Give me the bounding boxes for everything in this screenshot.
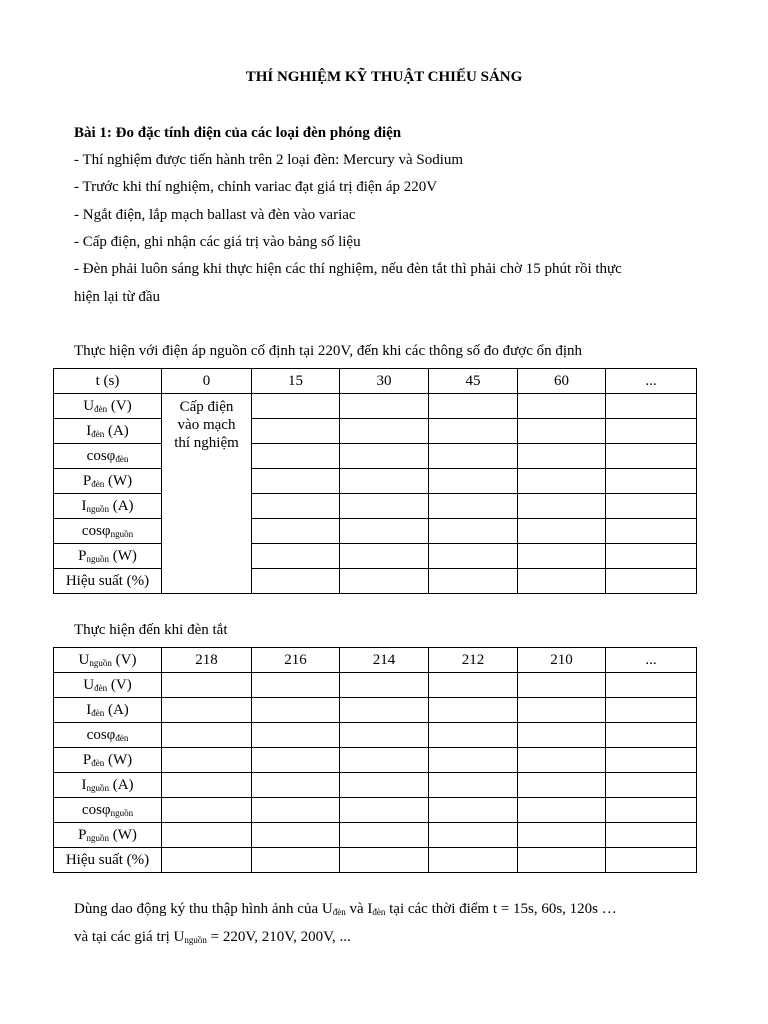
data-cell[interactable] [518, 748, 606, 773]
table-row [54, 494, 697, 519]
section-heading: Bài 1: Đo đặc tính điện của các loại đèn phóng điện [74, 125, 402, 141]
footer-line: Dùng dao động ký thu thập hình ảnh của $U_{đèn}$ và $I_{đèn}$ tại các thời điểm t = 15s, 60s, 120s … [74, 901, 617, 917]
row-label: cosφ$_{nguồn}$ [54, 798, 162, 823]
header-cell: 216 [252, 648, 340, 673]
data-cell[interactable] [162, 773, 252, 798]
note-line: Cấp điện [179, 399, 234, 415]
table-row [54, 798, 697, 823]
data-cell[interactable] [340, 519, 429, 544]
data-cell[interactable] [340, 773, 429, 798]
data-cell[interactable] [162, 823, 252, 848]
table-row [54, 419, 697, 444]
data-cell[interactable] [606, 698, 697, 723]
data-cell[interactable] [429, 673, 518, 698]
table-row [54, 823, 697, 848]
data-cell[interactable] [518, 469, 606, 494]
data-cell[interactable] [340, 798, 429, 823]
data-cell[interactable] [429, 823, 518, 848]
data-cell[interactable] [340, 698, 429, 723]
table-row [54, 569, 697, 594]
data-cell[interactable] [429, 773, 518, 798]
data-cell[interactable] [518, 419, 606, 444]
data-cell[interactable] [606, 823, 697, 848]
data-cell[interactable] [162, 698, 252, 723]
data-cell[interactable] [518, 544, 606, 569]
data-cell[interactable] [429, 494, 518, 519]
header-cell: 214 [340, 648, 429, 673]
data-cell[interactable] [518, 444, 606, 469]
table-row [54, 698, 697, 723]
data-cell[interactable] [429, 748, 518, 773]
table-row [54, 723, 697, 748]
header-cell: 218 [162, 648, 252, 673]
table-row [54, 394, 697, 419]
data-cell[interactable] [606, 519, 697, 544]
row-label: cosφ$_{đèn}$ [54, 444, 162, 469]
row-label: $U_{đèn}$ (V) [54, 673, 162, 698]
data-cell[interactable] [606, 848, 697, 873]
data-cell[interactable] [606, 773, 697, 798]
instruction-line: - Cấp điện, ghi nhận các giá trị vào bảng số liệu [74, 234, 361, 250]
row-label: $P_{nguồn}$ (W) [54, 823, 162, 848]
data-cell[interactable] [340, 394, 429, 419]
table-row [54, 469, 697, 494]
header-cell: 212 [429, 648, 518, 673]
data-cell[interactable] [606, 673, 697, 698]
row-label: $I_{đèn}$ (A) [54, 419, 162, 444]
instruction-line: hiện lại từ đầu [74, 289, 161, 305]
instruction-line: - Ngắt điện, lắp mạch ballast và đèn vào variac [74, 207, 356, 223]
table-row [54, 519, 697, 544]
data-cell[interactable] [252, 419, 340, 444]
data-cell[interactable] [340, 848, 429, 873]
data-cell[interactable] [340, 723, 429, 748]
table-row [54, 773, 697, 798]
data-cell[interactable] [162, 748, 252, 773]
data-cell[interactable] [162, 673, 252, 698]
note-line: vào mạch [177, 417, 236, 433]
data-cell[interactable] [429, 469, 518, 494]
data-cell[interactable] [606, 544, 697, 569]
header-cell: 45 [429, 369, 518, 394]
instruction-line: - Đèn phải luôn sáng khi thực hiện các thí nghiệm, nếu đèn tắt thì phải chờ 15 phút rồi thực [74, 261, 622, 277]
data-cell[interactable] [252, 544, 340, 569]
data-cell[interactable] [252, 673, 340, 698]
row-label: $U_{đèn}$ (V) [54, 394, 162, 419]
data-cell[interactable] [518, 673, 606, 698]
data-cell[interactable] [340, 444, 429, 469]
data-cell[interactable] [340, 748, 429, 773]
data-cell[interactable] [252, 698, 340, 723]
data-cell[interactable] [429, 444, 518, 469]
header-cell: $U_{nguồn}$ (V) [54, 648, 162, 673]
table-header-row [54, 648, 697, 673]
merged-note-cell [162, 394, 252, 594]
data-cell[interactable] [429, 519, 518, 544]
row-label: $P_{nguồn}$ (W) [54, 544, 162, 569]
table1-caption: Thực hiện với điện áp nguồn cố định tại 220V, đến khi các thông số đo được ổn định [74, 343, 583, 359]
row-label: cosφ$_{nguồn}$ [54, 519, 162, 544]
footer-line: và tại các giá trị $U_{nguồn} = 220V$, 210V, 200V, ... [74, 929, 351, 945]
data-cell[interactable] [518, 848, 606, 873]
header-cell: ... [606, 369, 697, 394]
data-cell[interactable] [340, 544, 429, 569]
row-label: $I_{nguồn}$ (A) [54, 494, 162, 519]
data-cell[interactable] [518, 519, 606, 544]
data-cell[interactable] [252, 748, 340, 773]
table-row [54, 748, 697, 773]
header-cell: 210 [518, 648, 606, 673]
data-cell[interactable] [518, 723, 606, 748]
data-cell[interactable] [518, 569, 606, 594]
data-cell[interactable] [429, 848, 518, 873]
header-cell: t (s) [54, 369, 162, 394]
table-header-row [54, 369, 697, 394]
measurement-table-fixed-voltage [53, 368, 697, 594]
data-cell[interactable] [340, 469, 429, 494]
data-cell[interactable] [252, 569, 340, 594]
data-cell[interactable] [606, 469, 697, 494]
header-cell: ... [606, 648, 697, 673]
note-line: thí nghiệm [174, 435, 239, 451]
data-cell[interactable] [606, 494, 697, 519]
table2-caption: Thực hiện đến khi đèn tắt [74, 622, 228, 638]
data-cell[interactable] [606, 419, 697, 444]
data-cell[interactable] [518, 823, 606, 848]
row-label: $P_{đèn}$ (W) [54, 469, 162, 494]
document-title: THÍ NGHIỆM KỸ THUẬT CHIẾU SÁNG [245, 69, 523, 85]
data-cell[interactable] [162, 723, 252, 748]
row-label: cosφ$_{đèn}$ [54, 723, 162, 748]
data-cell[interactable] [606, 748, 697, 773]
data-cell[interactable] [518, 394, 606, 419]
data-cell[interactable] [252, 848, 340, 873]
data-cell[interactable] [429, 798, 518, 823]
data-cell[interactable] [252, 823, 340, 848]
data-cell[interactable] [518, 798, 606, 823]
header-cell: 60 [518, 369, 606, 394]
data-cell[interactable] [606, 723, 697, 748]
data-cell[interactable] [162, 848, 252, 873]
data-cell[interactable] [518, 494, 606, 519]
measurement-table-until-off [53, 647, 697, 873]
data-cell[interactable] [429, 419, 518, 444]
data-cell[interactable] [252, 798, 340, 823]
header-cell: 15 [252, 369, 340, 394]
data-cell[interactable] [252, 723, 340, 748]
row-label: $I_{đèn}$ (A) [54, 698, 162, 723]
row-label: Hiệu suất (%) [54, 569, 162, 594]
data-cell[interactable] [606, 798, 697, 823]
data-cell[interactable] [340, 494, 429, 519]
table-row [54, 544, 697, 569]
data-cell[interactable] [429, 544, 518, 569]
data-cell[interactable] [429, 394, 518, 419]
table-row [54, 444, 697, 469]
table-row [54, 848, 697, 873]
data-cell[interactable] [606, 569, 697, 594]
instruction-line: - Thí nghiệm được tiến hành trên 2 loại đèn: Mercury và Sodium [74, 152, 464, 168]
row-label: Hiệu suất (%) [54, 848, 162, 873]
data-cell[interactable] [606, 444, 697, 469]
data-cell[interactable] [340, 419, 429, 444]
data-cell[interactable] [340, 569, 429, 594]
data-cell[interactable] [252, 469, 340, 494]
data-cell[interactable] [252, 494, 340, 519]
instruction-line: - Trước khi thí nghiệm, chỉnh variac đạt giá trị điện áp 220V [74, 179, 438, 195]
data-cell[interactable] [252, 394, 340, 419]
header-cell: 0 [162, 369, 252, 394]
row-label: $P_{đèn}$ (W) [54, 748, 162, 773]
data-cell[interactable] [606, 394, 697, 419]
data-cell[interactable] [340, 673, 429, 698]
data-cell[interactable] [252, 519, 340, 544]
data-cell[interactable] [518, 698, 606, 723]
data-cell[interactable] [252, 444, 340, 469]
data-cell[interactable] [340, 823, 429, 848]
row-label: $I_{nguồn}$ (A) [54, 773, 162, 798]
data-cell[interactable] [429, 569, 518, 594]
data-cell[interactable] [518, 773, 606, 798]
header-cell: 30 [340, 369, 429, 394]
data-cell[interactable] [429, 723, 518, 748]
table-row [54, 673, 697, 698]
data-cell[interactable] [162, 798, 252, 823]
data-cell[interactable] [252, 773, 340, 798]
data-cell[interactable] [429, 698, 518, 723]
